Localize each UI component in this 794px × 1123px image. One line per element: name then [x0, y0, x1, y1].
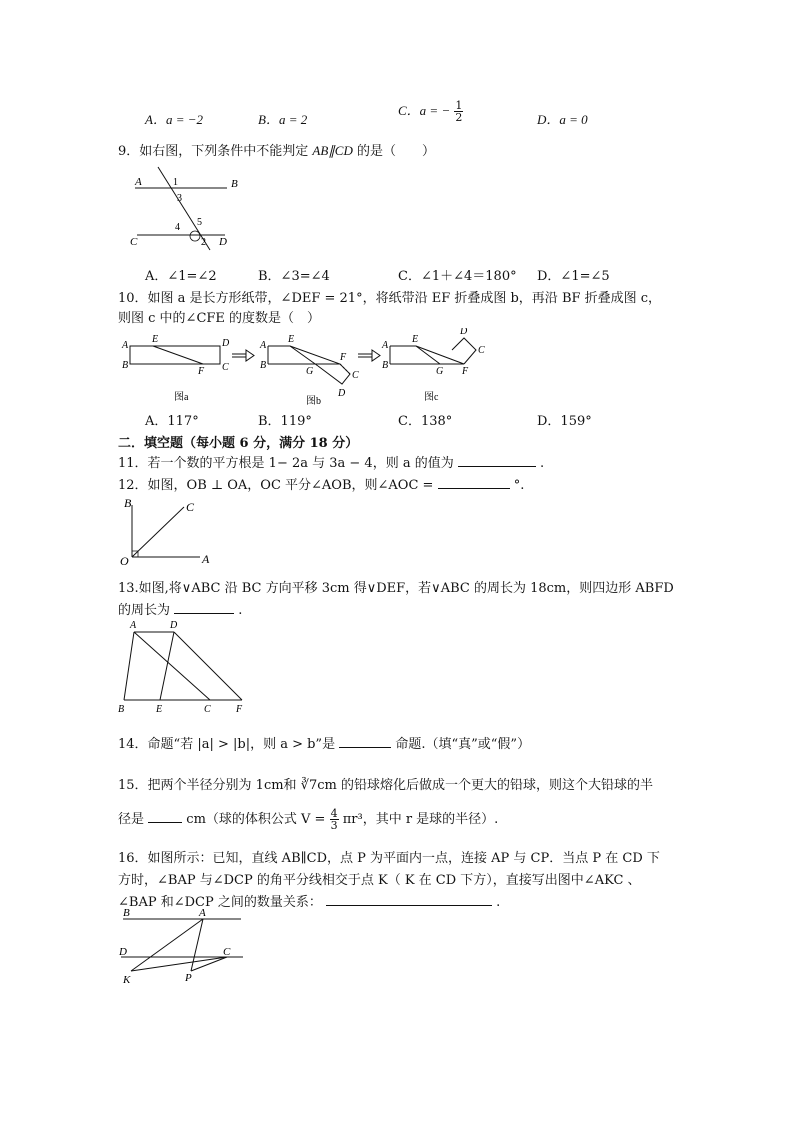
label-b: B	[122, 360, 129, 371]
q9-stem-end: 的是（ ）	[357, 144, 436, 159]
q12-answer-blank[interactable]	[438, 488, 510, 489]
q14-text: 14．命题“若 |a| > |b|，则 a > b”是	[118, 737, 336, 752]
arrow-1-icon	[232, 350, 254, 361]
label-o: O	[120, 554, 129, 567]
q15-line2-text: 径是	[118, 812, 145, 827]
label-a: A	[382, 340, 389, 351]
arrow-2-icon	[358, 350, 380, 361]
q10-option-d: D．159°	[537, 414, 592, 429]
point-label-b: B	[231, 178, 238, 190]
q12-figure	[118, 495, 218, 567]
q9-stem-math: AB∥CD	[312, 143, 353, 158]
label-d: D	[222, 338, 230, 349]
label-e: E	[288, 334, 295, 345]
label-a: A	[260, 340, 267, 351]
q9-stem-text: 9．如右图，下列条件中不能判定	[118, 144, 309, 159]
segment-kc	[131, 957, 227, 971]
q16-figure	[115, 905, 250, 987]
q8-option-b: B．a = 2	[258, 112, 308, 127]
q12-text: 12．如图，OB ⊥ OA，OC 平分∠AOB，则∠AOC =	[118, 478, 434, 493]
q10-option-c: C．138°	[398, 414, 453, 429]
label-f: F	[340, 352, 347, 363]
q10-option-b: B．119°	[258, 414, 312, 429]
figure-a	[121, 334, 230, 403]
label-f: F	[198, 366, 205, 377]
q11-end: .	[540, 456, 545, 471]
segment-ab	[124, 632, 134, 700]
q11-answer-blank[interactable]	[458, 466, 536, 467]
section-2-title: 二．填空题（每小题 6 分，满分 18 分）	[118, 436, 359, 451]
label-a: A	[202, 552, 210, 566]
q15-formula-fraction	[330, 808, 339, 831]
point-label-c: C	[130, 236, 138, 248]
label-g: G	[436, 366, 444, 377]
q15-formula-end: πr³，其中 r 是球的半径）.	[342, 812, 499, 827]
q11-text: 11．若一个数的平方根是 1− 2a 与 3a − 4，则 a 的值为	[118, 456, 454, 471]
label-c: C	[223, 946, 231, 958]
label-c: C	[222, 362, 229, 373]
label-g: G	[306, 366, 314, 377]
label-c: C	[352, 370, 359, 381]
q10-line2: 则图 c 中的∠CFE 的度数是（ ）	[118, 311, 321, 326]
angle-label-4: 4	[175, 222, 180, 233]
q15-formula-start: cm（球的体积公式 V =	[186, 812, 326, 827]
label-c: C	[186, 500, 195, 514]
q13-line2-text: 的周长为	[118, 603, 171, 618]
label-f: F	[462, 366, 469, 377]
fraction-denominator: 2	[455, 111, 463, 124]
fraction-numerator: 1	[455, 99, 463, 112]
q11	[118, 452, 544, 471]
label-b: B	[124, 496, 132, 510]
q16-answer-blank[interactable]	[326, 905, 492, 906]
q8-option-c	[398, 100, 463, 123]
caption-a: 图a	[174, 392, 189, 403]
q16-end: .	[496, 895, 501, 910]
fold-line-ef	[153, 346, 203, 364]
label-d: D	[170, 620, 178, 631]
q9-stem	[118, 140, 435, 159]
label-d: D	[460, 328, 468, 337]
angle-label-5: 5	[197, 217, 202, 228]
q15-line2	[118, 808, 498, 831]
q15-answer-blank[interactable]	[148, 822, 182, 823]
label-a: A	[199, 907, 206, 919]
label-p: P	[185, 972, 192, 984]
segment-ak	[131, 919, 203, 971]
q13-answer-blank[interactable]	[174, 613, 234, 614]
q12-end: °.	[513, 478, 525, 493]
label-b: B	[382, 360, 389, 371]
label-d: D	[119, 946, 127, 958]
q13-end: .	[238, 603, 243, 618]
figure-b	[259, 334, 359, 407]
q8-option-d: D．a = 0	[537, 112, 588, 127]
figure-c	[381, 328, 485, 403]
label-b: B	[118, 704, 125, 715]
caption-c: 图c	[424, 392, 439, 403]
q13-line2	[118, 599, 242, 618]
label-b: B	[123, 907, 130, 919]
q8-option-c-label: C．a = −	[398, 103, 451, 118]
q9-figure	[125, 165, 245, 255]
label-e: E	[152, 334, 159, 345]
q9-option-b: B．∠3=∠4	[258, 269, 330, 284]
q13-figure	[112, 618, 252, 716]
caption-b: 图b	[306, 396, 321, 407]
q9-option-c: C．∠1＋∠4＝180°	[398, 269, 517, 284]
segment-df	[174, 632, 242, 700]
q14-end: 命题.（填“真”或“假”）	[395, 737, 531, 752]
angle-label-3: 3	[177, 193, 182, 204]
angle-label-2: 2	[201, 237, 206, 248]
q13-line1: 13.如图,将∨ABC 沿 BC 方向平移 3cm 得∨DEF，若∨ABC 的周长为 18cm，则四边形 ABFD	[118, 581, 674, 596]
label-e: E	[412, 334, 419, 345]
label-k: K	[123, 974, 131, 986]
q16-line2: 方时，∠BAP 与∠DCP 的角平分线相交于点 K（ K 在 CD 下方），直接写出图中∠AKC 、	[118, 873, 641, 888]
label-d: D	[338, 388, 346, 399]
q10-line1: 10．如图 a 是长方形纸带，∠DEF = 21°，将纸带沿 EF 折叠成图 b，再沿 BF 折叠成图 c，	[118, 291, 662, 306]
label-b: B	[260, 360, 267, 371]
q12	[118, 474, 524, 493]
angle-label-1: 1	[173, 177, 178, 188]
q15-line1: 15．把两个半径分别为 1cm和 ∛7cm 的铅球熔化后做成一个更大的铅球，则这个大铅球的半	[118, 778, 653, 793]
q9-option-d: D．∠1=∠5	[537, 269, 610, 284]
q14	[118, 733, 530, 752]
q16-line1: 16．如图所示：已知，直线 AB∥CD，点 P 为平面内一点，连接 AP 与 CP．当点 P 在 CD 下	[118, 851, 660, 866]
point-label-a: A	[135, 176, 142, 188]
strip-rect	[130, 346, 220, 364]
fraction-denominator: 3	[330, 819, 338, 832]
label-f: F	[236, 704, 243, 715]
q10-option-a: A．117°	[145, 414, 199, 429]
q8-option-c-fraction	[454, 100, 463, 123]
q14-answer-blank[interactable]	[339, 747, 391, 748]
point-label-d: D	[219, 236, 227, 248]
fraction-numerator: 4	[330, 807, 338, 820]
q9-option-a: A．∠1=∠2	[145, 269, 217, 284]
q16-line3-text: ∠BAP 和∠DCP 之间的数量关系：	[118, 895, 322, 910]
label-a: A	[122, 340, 129, 351]
label-a: A	[130, 620, 137, 631]
angle-arc	[190, 231, 200, 241]
ray-oc	[132, 507, 184, 557]
segment-pc	[191, 957, 227, 971]
q8-option-a: A．a = −2	[145, 112, 203, 127]
label-c: C	[478, 345, 485, 356]
q10-figures	[118, 328, 498, 408]
label-e: E	[156, 704, 163, 715]
label-c: C	[204, 704, 211, 715]
